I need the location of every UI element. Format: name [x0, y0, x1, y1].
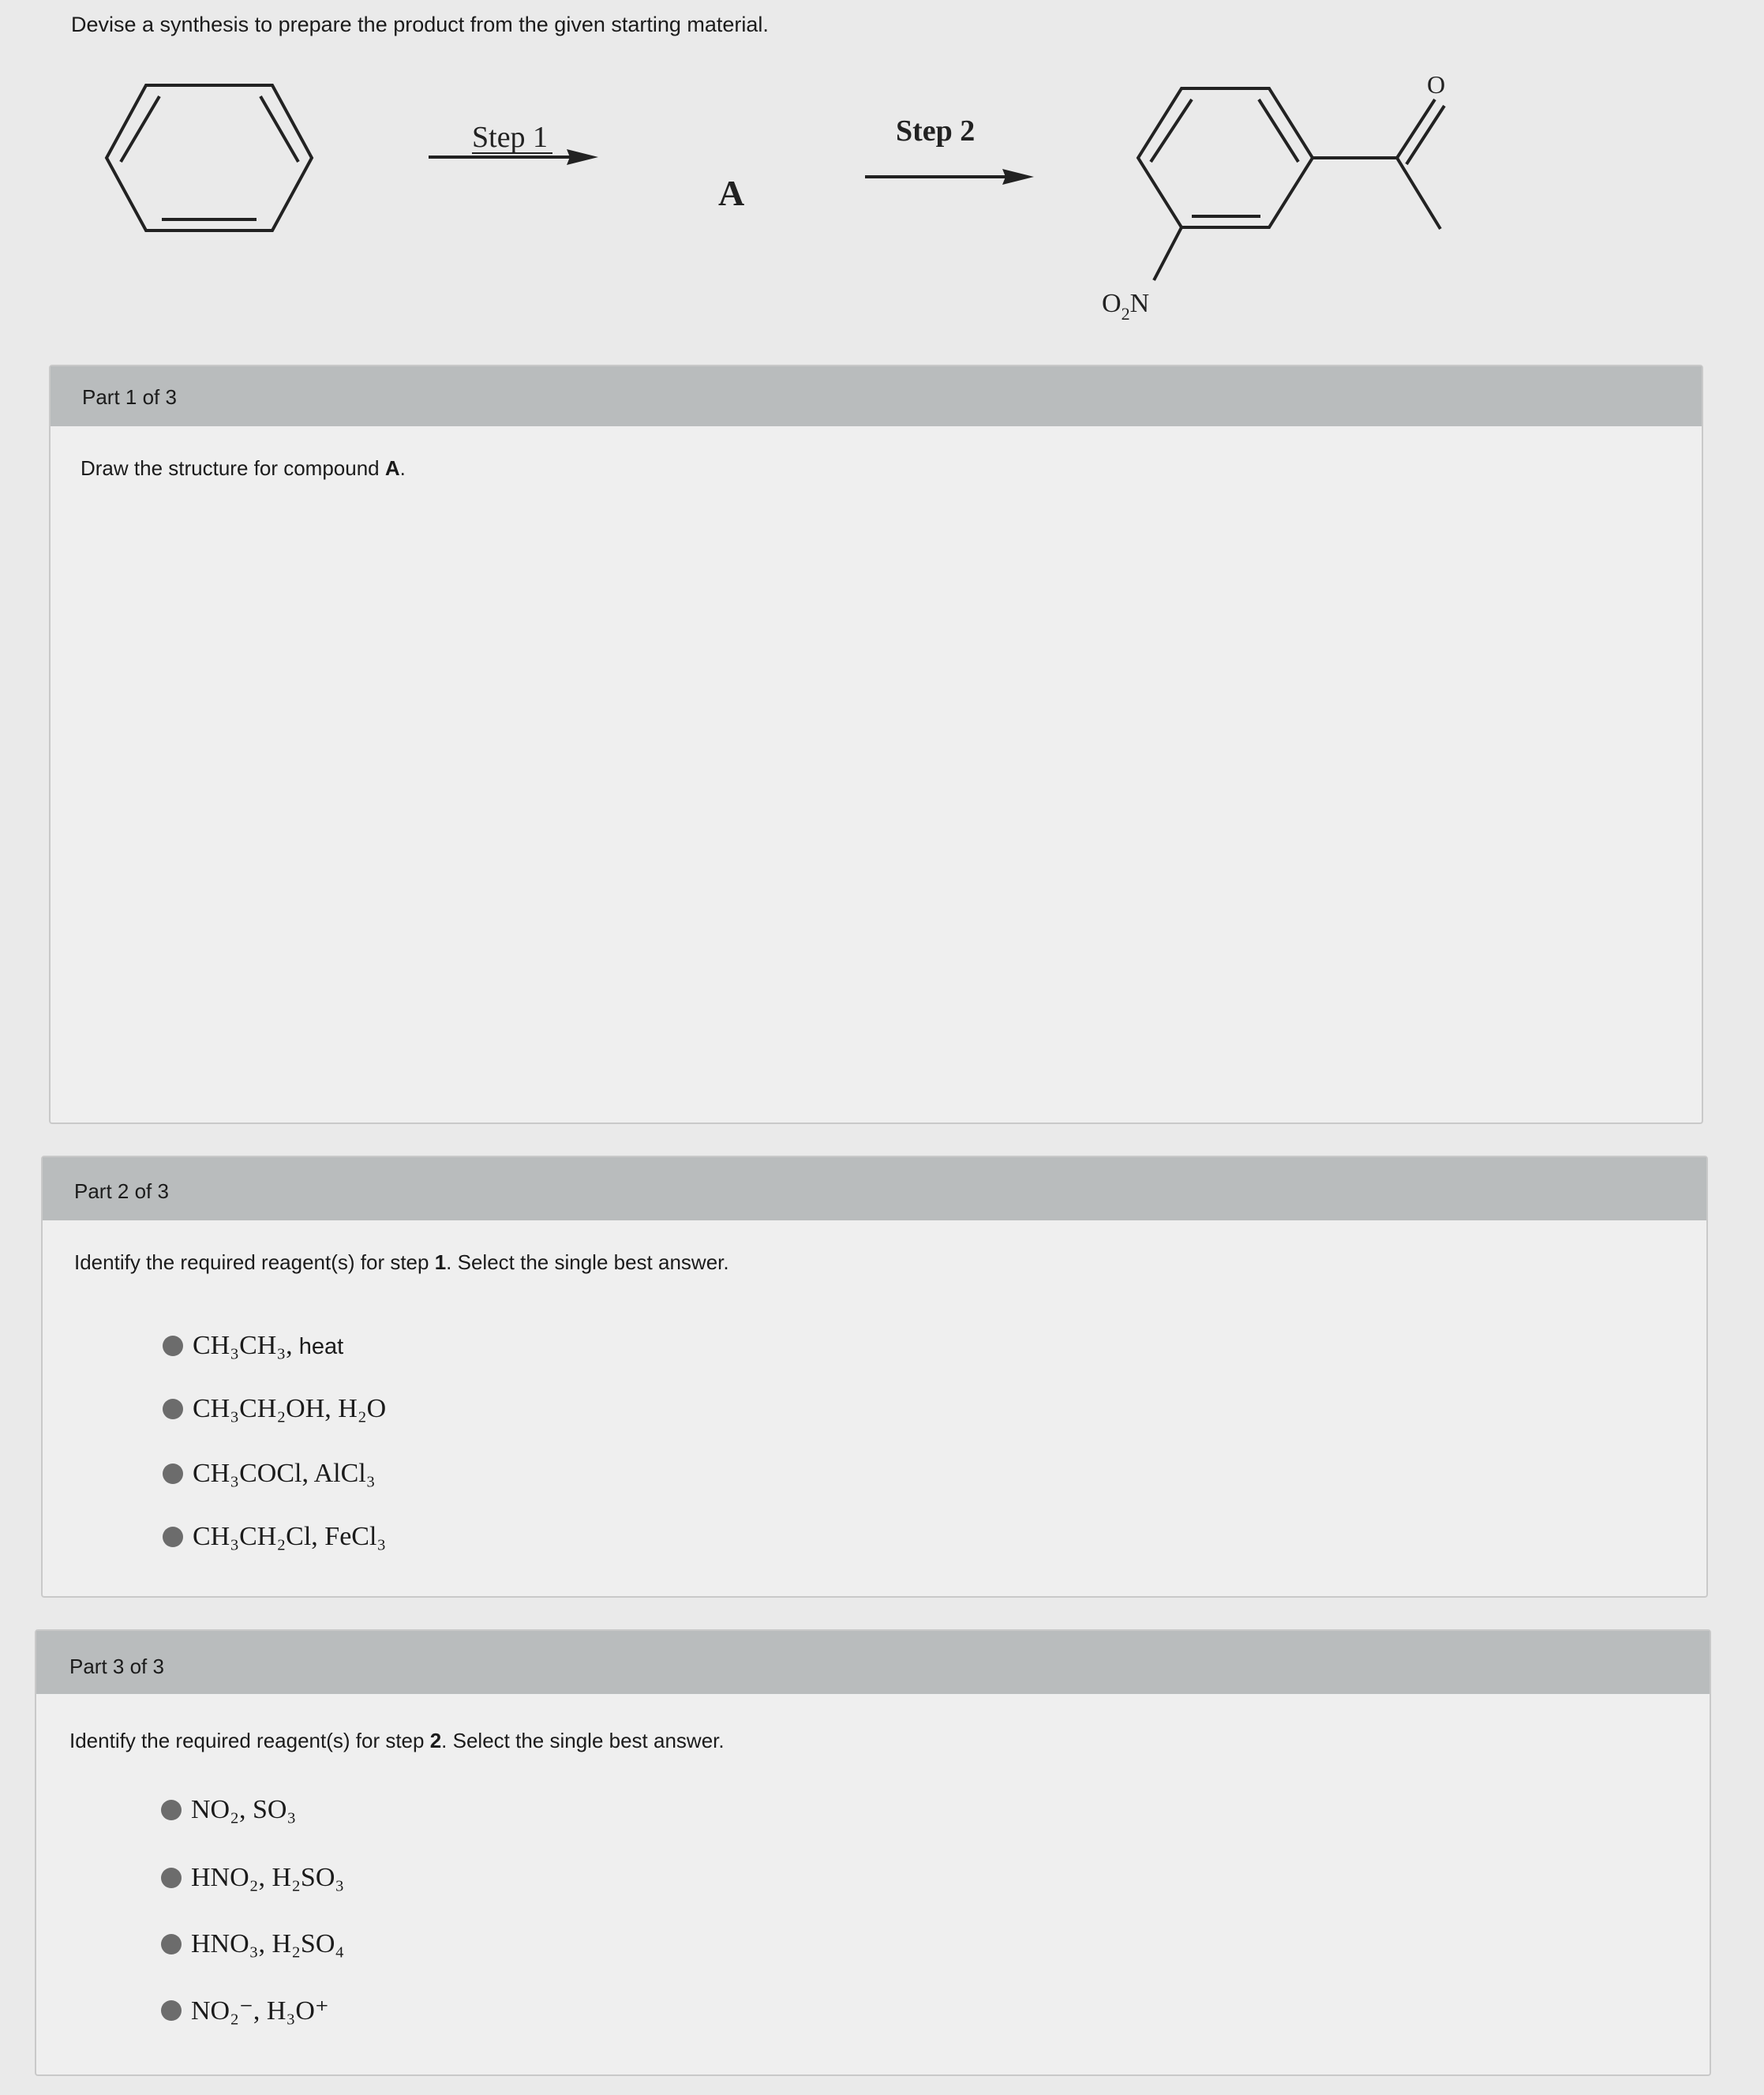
product-structure: [1138, 88, 1444, 280]
part2-prompt-text: Identify the required reagent(s) for step: [74, 1250, 435, 1274]
part3-option-1[interactable]: [161, 1792, 296, 1828]
part3-header: [36, 1631, 1710, 1694]
part2-option-4[interactable]: [163, 1519, 386, 1555]
drawing-canvas[interactable]: [51, 493, 1702, 1122]
part1-header: [51, 366, 1702, 426]
part2-prompt: [74, 1250, 729, 1275]
option-label: CH₃CH₂Cl, FeCl₃: [193, 1522, 387, 1551]
step1-arrowhead: [567, 149, 598, 165]
part3-prompt-text: Identify the required reagent(s) for step: [69, 1729, 430, 1752]
step1-label: Step 1: [472, 121, 549, 154]
part3-option-3[interactable]: [161, 1926, 344, 1962]
step2-arrowhead: [1002, 169, 1034, 185]
benzene-structure: [107, 85, 312, 230]
part2-prompt-bold: 1: [434, 1250, 447, 1274]
nitro-label: $O_2N$: [1102, 289, 1150, 324]
part2-panel: [41, 1156, 1708, 1598]
part3-panel: [35, 1629, 1711, 2076]
instruction-text: Devise a synthesis to prepare the product from the given starting material.: [71, 13, 769, 36]
option-label: CH₃CH₂OH, H₂O: [193, 1394, 387, 1423]
option-label: CH₃CH₃, heat: [193, 1331, 344, 1360]
part1-header-label: Part 1 of 3: [82, 385, 177, 409]
carbonyl-oxygen-label: O: [1427, 70, 1446, 99]
reaction-scheme: [0, 0, 1764, 347]
part1-panel: [49, 365, 1703, 1124]
part1-prompt-bold: A: [384, 456, 400, 480]
intermediate-label: A: [718, 173, 745, 213]
part1-prompt-suffix: .: [399, 456, 406, 480]
step2-label: Step 2: [896, 114, 976, 148]
part3-prompt: [69, 1729, 725, 1753]
part2-option-1[interactable]: [163, 1328, 343, 1364]
part3-header-label: Part 3 of 3: [69, 1655, 164, 1678]
radio-button[interactable]: [163, 1399, 183, 1419]
part2-header-label: Part 2 of 3: [74, 1179, 169, 1203]
part2-option-2[interactable]: [163, 1391, 386, 1427]
radio-button[interactable]: [161, 1868, 182, 1888]
option-label: NO₂⁻, H₃O⁺: [191, 1996, 329, 2026]
part2-header: [43, 1157, 1706, 1220]
part3-option-4[interactable]: [161, 1992, 329, 2029]
option-label: HNO₂, H₂SO₃: [191, 1863, 345, 1892]
option-label: HNO₃, H₂SO₄: [191, 1929, 345, 1958]
part3-option-2[interactable]: [161, 1860, 344, 1896]
radio-button[interactable]: [161, 2000, 182, 2021]
part3-prompt-suffix: . Select the single best answer.: [441, 1729, 725, 1752]
part2-prompt-suffix: . Select the single best answer.: [446, 1250, 729, 1274]
part1-prompt: [81, 456, 406, 481]
part1-prompt-text: Draw the structure for compound: [81, 456, 385, 480]
part3-prompt-bold: 2: [429, 1729, 442, 1752]
radio-button[interactable]: [163, 1527, 183, 1547]
radio-button[interactable]: [161, 1800, 182, 1820]
part2-option-3[interactable]: [163, 1456, 376, 1492]
option-label: CH₃COCl, AlCl₃: [193, 1459, 376, 1488]
option-label: NO₂, SO₃: [191, 1795, 297, 1824]
radio-button[interactable]: [163, 1464, 183, 1484]
radio-button[interactable]: [163, 1336, 183, 1356]
radio-button[interactable]: [161, 1934, 182, 1954]
